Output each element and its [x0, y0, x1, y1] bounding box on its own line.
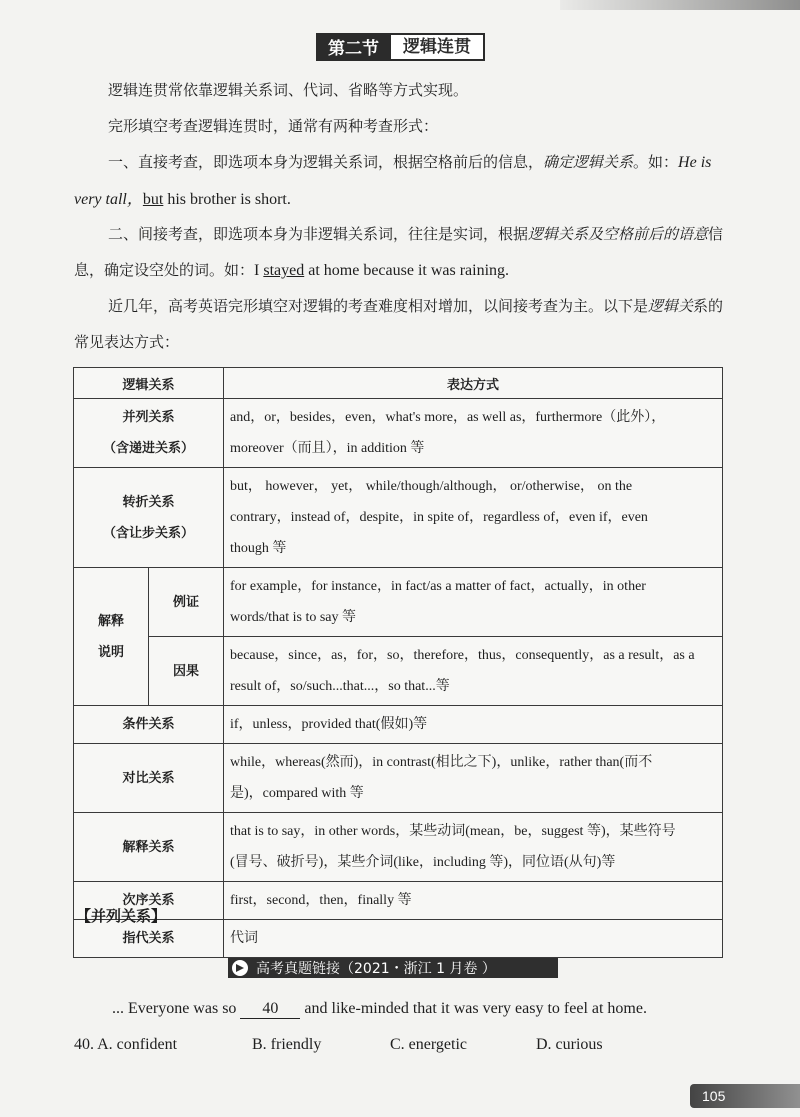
table-row — [74, 706, 723, 744]
indirect-tail: 信息，确定设空处的词。如： — [74, 225, 724, 279]
sub-label: 例证 — [149, 568, 224, 637]
row-label — [74, 399, 224, 468]
direct-example-pre: He is very tall， — [74, 154, 712, 208]
row-label: 指代关系 — [74, 920, 224, 958]
direct-paragraph — [74, 144, 734, 218]
intro-paragraph-1: 逻辑连贯常依靠逻辑关系词、代词、省略等方式实现。 — [108, 81, 469, 99]
row-label — [74, 468, 224, 568]
recent-tail: 系的常见表达方式： — [74, 297, 724, 351]
label-line: 并列关系 — [122, 410, 175, 425]
option-a: 40. A. confident — [74, 1036, 178, 1053]
expr-line: while，whereas(然而)，in contrast(相比之下)，unlike，rather than(而不 — [230, 755, 653, 770]
expr-line: for example，for instance，in fact/as a matter of fact，actually，in other — [230, 579, 646, 594]
row-expression — [224, 399, 723, 468]
header-expression: 表达方式 — [224, 368, 723, 399]
row-expression — [224, 637, 723, 706]
table-row — [74, 813, 723, 882]
row-expression — [224, 468, 723, 568]
table-row — [74, 920, 723, 958]
row-expression — [224, 568, 723, 637]
section-title: 逻辑连贯 — [391, 33, 485, 61]
indirect-example-pre: I — [254, 262, 264, 279]
header-relation: 逻辑关系 — [74, 368, 224, 399]
recent-emphasis: 逻辑关 — [648, 297, 694, 315]
question-sentence — [112, 1000, 647, 1019]
label-line: 解释 — [97, 613, 124, 629]
table-row — [74, 882, 723, 920]
direct-text: 一、直接考查，即选项本身为逻辑关系词，根据空格前后的信息， — [108, 153, 544, 171]
table-row — [74, 568, 723, 637]
label-line: （含递进关系） — [102, 441, 194, 456]
expr-line: that is to say，in other words，某些动词(mean，be，suggest 等)，某些符号 — [230, 824, 676, 839]
section-heading — [316, 33, 485, 61]
recent-text: 近几年，高考英语完形填空对逻辑的考查难度相对增加，以间接考查为主。以下是 — [108, 297, 649, 315]
play-arrow-icon — [232, 960, 248, 976]
row-label: 次序关系 — [74, 882, 224, 920]
page-number: 105 — [690, 1084, 800, 1108]
label-line: 说明 — [97, 644, 124, 660]
option-c: C. energetic — [390, 1036, 468, 1053]
row-label: 解释关系 — [74, 813, 224, 882]
expr-line: (冒号、破折号)，某些介词(like，including 等)，同位语(从句)等 — [230, 855, 616, 870]
row-expression: first，second，then，finally 等 — [224, 882, 723, 920]
table-row — [74, 637, 723, 706]
question-pre: ... Everyone was so — [112, 1000, 237, 1017]
logic-relations-table — [73, 367, 723, 958]
table-row — [74, 744, 723, 813]
row-expression: if，unless，provided that(假如)等 — [224, 706, 723, 744]
direct-example-post: his brother is short. — [163, 191, 291, 208]
indirect-example-key: stayed — [263, 262, 305, 279]
expr-line: and，or，besides，even，what's more，as well as，furthermore（此外）， — [230, 410, 666, 425]
expr-line: contrary，instead of，despite，in spite of，regardless of，even if，even — [230, 510, 648, 525]
direct-tail: 。如： — [633, 153, 679, 171]
table-row — [74, 399, 723, 468]
group-label — [74, 568, 149, 706]
exam-link-banner — [228, 958, 558, 978]
expr-line: because，since，as，for，so，therefore，thus，consequently，as a result，as a — [230, 648, 695, 663]
row-expression — [224, 813, 723, 882]
expr-line: though 等 — [230, 541, 287, 556]
label-line: （含让步关系） — [102, 525, 194, 541]
row-expression — [224, 744, 723, 813]
row-label: 对比关系 — [74, 744, 224, 813]
direct-emphasis: 确定逻辑关系 — [543, 153, 634, 171]
table-row — [74, 468, 723, 568]
expr-line: 是)，compared with 等 — [230, 786, 364, 801]
intro-paragraph-2: 完形填空考查逻辑连贯时，通常有两种考查形式： — [108, 117, 439, 135]
label-line: 转折关系 — [122, 494, 175, 510]
option-d: D. curious — [536, 1036, 603, 1053]
question-blank: 40 — [240, 1000, 300, 1019]
expr-line: but， however， yet， while/though/although， or/otherwise， on the — [230, 479, 633, 494]
indirect-example-post: at home because it was raining. — [304, 262, 510, 279]
table-header-row — [74, 368, 723, 399]
page-edge-shadow — [560, 0, 800, 10]
indirect-paragraph — [74, 216, 734, 289]
indirect-text: 二、间接考查，即选项本身为非逻辑关系词，往往是实词，根据 — [108, 225, 529, 243]
recent-paragraph — [74, 288, 734, 360]
expr-line: moreover（而且），in addition 等 — [230, 441, 425, 456]
banner-text: 高考真题链接（2021・浙江 1 月卷 ） — [256, 961, 496, 977]
sub-label: 因果 — [149, 637, 224, 706]
direct-example-key: but — [142, 191, 164, 208]
question-post: and like-minded that it was very easy to feel at home. — [304, 1000, 647, 1017]
option-b: B. friendly — [252, 1036, 322, 1053]
subsection-heading: 【并列关系】 — [76, 907, 167, 925]
row-expression: 代词 — [224, 920, 723, 958]
expr-line: result of，so/such...that...，so that...等 — [230, 679, 450, 694]
expr-line: words/that is to say 等 — [230, 610, 356, 625]
row-label: 条件关系 — [74, 706, 224, 744]
indirect-emphasis: 逻辑关系及空格前后的语意 — [528, 225, 709, 243]
section-number: 第二节 — [316, 33, 391, 61]
